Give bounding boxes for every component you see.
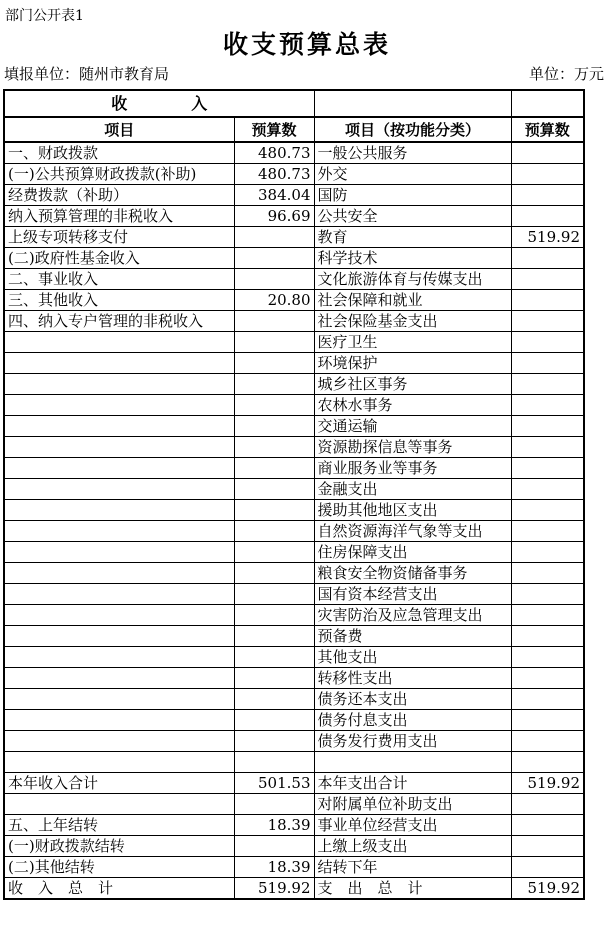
table-row [4, 815, 584, 836]
revenue-item-cell [4, 437, 234, 458]
revenue-value-cell [234, 647, 314, 668]
expenditure-value-cell [511, 185, 584, 206]
revenue-value-cell [234, 605, 314, 626]
revenue-item-cell [4, 332, 234, 353]
expenditure-item-cell: 教育 [314, 227, 511, 248]
revenue-value-cell [234, 710, 314, 731]
page-title: 收支预算总表 [222, 30, 391, 59]
table-row [4, 605, 584, 626]
revenue-item-cell: 五、上年结转 [4, 815, 234, 836]
revenue-value-cell: 18.39 [234, 857, 314, 878]
revenue-item-cell [4, 794, 234, 815]
revenue-value-cell: 20.80 [234, 290, 314, 311]
revenue-value-cell [234, 374, 314, 395]
expenditure-item-cell: 科学技术 [314, 248, 511, 269]
col-header-revenue-budget: 预算数 [234, 117, 314, 142]
table-row [4, 584, 584, 605]
table-row [4, 395, 584, 416]
revenue-value-cell [234, 563, 314, 584]
revenue-value-cell [234, 752, 314, 773]
expenditure-item-cell: 灾害防治及应急管理支出 [314, 605, 511, 626]
expenditure-item-cell: 债务发行费用支出 [314, 731, 511, 752]
expenditure-item-cell: 结转下年 [314, 857, 511, 878]
revenue-item-cell: (二)其他结转 [4, 857, 234, 878]
table-row [4, 542, 584, 563]
expenditure-value-cell [511, 395, 584, 416]
expenditure-value-cell [511, 731, 584, 752]
revenue-item-cell [4, 584, 234, 605]
revenue-item-cell: 三、其他收入 [4, 290, 234, 311]
expenditure-value-cell [511, 500, 584, 521]
expenditure-item-cell: 上缴上级支出 [314, 836, 511, 857]
expenditure-item-cell: 债务付息支出 [314, 710, 511, 731]
revenue-item-cell: (二)政府性基金收入 [4, 248, 234, 269]
revenue-section-header: 收 入 [4, 90, 314, 117]
revenue-value-cell: 501.53 [234, 773, 314, 794]
revenue-item-cell [4, 689, 234, 710]
revenue-item-cell: 收 入 总 计 [4, 878, 234, 900]
revenue-value-cell: 384.04 [234, 185, 314, 206]
expenditure-item-cell: 自然资源海洋气象等支出 [314, 521, 511, 542]
revenue-value-cell [234, 584, 314, 605]
revenue-item-cell [4, 626, 234, 647]
expenditure-value-cell [511, 479, 584, 500]
expenditure-value-cell [511, 206, 584, 227]
table-row [4, 731, 584, 752]
expenditure-item-cell: 事业单位经营支出 [314, 815, 511, 836]
expenditure-value-cell [511, 626, 584, 647]
revenue-item-cell [4, 374, 234, 395]
expenditure-value-cell [511, 836, 584, 857]
revenue-value-cell [234, 521, 314, 542]
expenditure-item-cell: 其他支出 [314, 647, 511, 668]
revenue-item-cell [4, 521, 234, 542]
table-row [4, 416, 584, 437]
expenditure-item-cell: 公共安全 [314, 206, 511, 227]
table-row [4, 836, 584, 857]
expenditure-value-cell [511, 416, 584, 437]
table-row [4, 458, 584, 479]
revenue-value-cell [234, 311, 314, 332]
expenditure-value-cell [511, 164, 584, 185]
table-row [4, 290, 584, 311]
table-row [4, 185, 584, 206]
revenue-item-cell: (一)财政拨款结转 [4, 836, 234, 857]
table-row [4, 353, 584, 374]
expenditure-item-cell: 一般公共服务 [314, 142, 511, 164]
revenue-value-cell: 480.73 [234, 142, 314, 164]
expenditure-item-cell [314, 752, 511, 773]
expenditure-value-cell [511, 248, 584, 269]
col-header-expenditure-item: 项目（按功能分类） [314, 117, 511, 142]
revenue-item-cell: 本年收入合计 [4, 773, 234, 794]
expenditure-value-cell [511, 752, 584, 773]
revenue-item-cell [4, 416, 234, 437]
section-header-row [4, 90, 584, 117]
table-row [4, 521, 584, 542]
expenditure-value-cell [511, 521, 584, 542]
table-row [4, 626, 584, 647]
expenditure-item-cell: 城乡社区事务 [314, 374, 511, 395]
expenditure-item-cell: 社会保险基金支出 [314, 311, 511, 332]
expenditure-value-cell [511, 542, 584, 563]
table-row [4, 311, 584, 332]
expenditure-value-cell [511, 647, 584, 668]
expenditure-item-cell: 社会保障和就业 [314, 290, 511, 311]
revenue-item-cell [4, 500, 234, 521]
expenditure-value-cell [511, 584, 584, 605]
revenue-value-cell: 18.39 [234, 815, 314, 836]
expenditure-value-cell [511, 353, 584, 374]
expenditure-item-cell: 粮食安全物资储备事务 [314, 563, 511, 584]
revenue-value-cell [234, 332, 314, 353]
expenditure-value-cell [511, 142, 584, 164]
expenditure-value-cell [511, 605, 584, 626]
revenue-value-cell [234, 416, 314, 437]
table-row [4, 752, 584, 773]
table-row [4, 479, 584, 500]
column-header-row [4, 117, 584, 142]
table-row [4, 878, 584, 900]
table-row [4, 142, 584, 164]
revenue-item-cell [4, 647, 234, 668]
expenditure-item-cell: 援助其他地区支出 [314, 500, 511, 521]
expenditure-value-cell [511, 374, 584, 395]
expenditure-item-cell: 转移性支出 [314, 668, 511, 689]
revenue-value-cell [234, 794, 314, 815]
revenue-value-cell [234, 269, 314, 290]
col-header-revenue-item: 项目 [4, 117, 234, 142]
revenue-item-cell [4, 563, 234, 584]
expenditure-value-cell [511, 710, 584, 731]
expenditure-value-cell [511, 290, 584, 311]
expenditure-item-cell: 债务还本支出 [314, 689, 511, 710]
meta-row [0, 64, 614, 89]
expenditure-item-cell: 住房保障支出 [314, 542, 511, 563]
revenue-item-cell: (一)公共预算财政拨款(补助) [4, 164, 234, 185]
table-row [4, 269, 584, 290]
revenue-value-cell [234, 458, 314, 479]
table-row [4, 374, 584, 395]
expenditure-value-cell [511, 332, 584, 353]
table-row [4, 710, 584, 731]
col-header-expenditure-budget: 预算数 [511, 117, 584, 142]
table-row [4, 857, 584, 878]
revenue-item-cell [4, 731, 234, 752]
expenditure-item-cell: 文化旅游体育与传媒支出 [314, 269, 511, 290]
table-row [4, 164, 584, 185]
expenditure-item-cell: 医疗卫生 [314, 332, 511, 353]
revenue-item-cell [4, 353, 234, 374]
table-row [4, 332, 584, 353]
revenue-value-cell [234, 689, 314, 710]
expenditure-item-cell: 预备费 [314, 626, 511, 647]
table-row [4, 689, 584, 710]
revenue-value-cell [234, 500, 314, 521]
expenditure-item-cell: 国有资本经营支出 [314, 584, 511, 605]
expenditure-item-cell: 支 出 总 计 [314, 878, 511, 900]
expenditure-item-cell: 金融支出 [314, 479, 511, 500]
expenditure-value-cell [511, 311, 584, 332]
expenditure-item-cell: 资源勘探信息等事务 [314, 437, 511, 458]
expenditure-value-cell [511, 815, 584, 836]
table-row [4, 773, 584, 794]
revenue-item-cell [4, 668, 234, 689]
revenue-value-cell [234, 227, 314, 248]
revenue-item-cell [4, 542, 234, 563]
revenue-value-cell [234, 479, 314, 500]
expenditure-section-header-empty [314, 90, 511, 117]
expenditure-value-cell: 519.92 [511, 773, 584, 794]
expenditure-item-cell: 本年支出合计 [314, 773, 511, 794]
revenue-item-cell: 经费拨款（补助） [4, 185, 234, 206]
revenue-value-cell: 480.73 [234, 164, 314, 185]
expenditure-value-cell: 519.92 [511, 878, 584, 900]
table-row [4, 206, 584, 227]
table-header [4, 90, 584, 142]
expenditure-section-value-empty [511, 90, 584, 117]
expenditure-value-cell [511, 668, 584, 689]
table-body [4, 142, 584, 899]
expenditure-value-cell [511, 857, 584, 878]
revenue-value-cell [234, 248, 314, 269]
table-row [4, 500, 584, 521]
expenditure-value-cell [511, 458, 584, 479]
revenue-item-cell [4, 605, 234, 626]
expenditure-value-cell [511, 794, 584, 815]
table-row [4, 248, 584, 269]
table-row [4, 668, 584, 689]
revenue-item-cell [4, 395, 234, 416]
expenditure-item-cell: 对附属单位补助支出 [314, 794, 511, 815]
expenditure-item-cell: 农林水事务 [314, 395, 511, 416]
revenue-value-cell [234, 542, 314, 563]
revenue-value-cell [234, 626, 314, 647]
revenue-value-cell [234, 437, 314, 458]
currency-unit-label: 单位：万元 [528, 65, 604, 83]
expenditure-item-cell: 国防 [314, 185, 511, 206]
revenue-value-cell [234, 836, 314, 857]
revenue-value-cell [234, 668, 314, 689]
table-row [4, 563, 584, 584]
expenditure-value-cell: 519.92 [511, 227, 584, 248]
revenue-item-cell [4, 710, 234, 731]
table-row [4, 794, 584, 815]
expenditure-item-cell: 交通运输 [314, 416, 511, 437]
doc-label: 部门公开表1 [5, 8, 84, 24]
table-row [4, 437, 584, 458]
revenue-item-cell [4, 458, 234, 479]
expenditure-item-cell: 商业服务业等事务 [314, 458, 511, 479]
expenditure-value-cell [511, 689, 584, 710]
revenue-item-cell [4, 479, 234, 500]
table-row [4, 227, 584, 248]
expenditure-item-cell: 外交 [314, 164, 511, 185]
revenue-item-cell [4, 752, 234, 773]
revenue-value-cell: 96.69 [234, 206, 314, 227]
revenue-item-cell: 一、财政拨款 [4, 142, 234, 164]
table-row [4, 647, 584, 668]
revenue-value-cell [234, 731, 314, 752]
revenue-value-cell [234, 395, 314, 416]
reporting-unit-label: 填报单位：随州市教育局 [4, 65, 170, 83]
revenue-value-cell [234, 353, 314, 374]
revenue-item-cell: 四、纳入专户管理的非税收入 [4, 311, 234, 332]
budget-table [3, 89, 585, 900]
expenditure-value-cell [511, 563, 584, 584]
expenditure-value-cell [511, 269, 584, 290]
revenue-item-cell: 二、事业收入 [4, 269, 234, 290]
revenue-value-cell: 519.92 [234, 878, 314, 900]
revenue-item-cell: 上级专项转移支付 [4, 227, 234, 248]
revenue-item-cell: 纳入预算管理的非税收入 [4, 206, 234, 227]
expenditure-value-cell [511, 437, 584, 458]
expenditure-item-cell: 环境保护 [314, 353, 511, 374]
